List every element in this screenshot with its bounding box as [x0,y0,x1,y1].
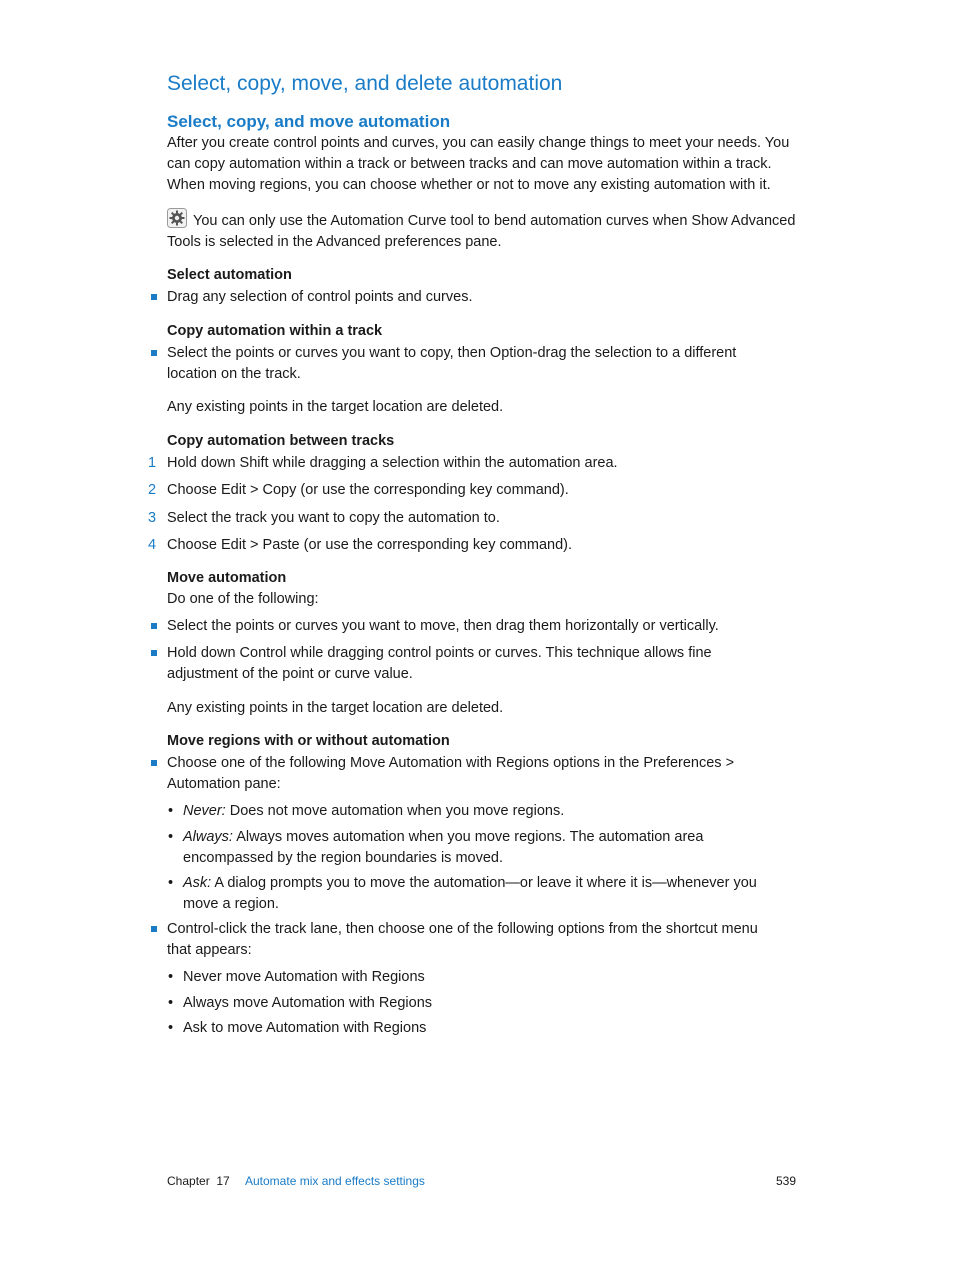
sub-bullet-marker: • [168,803,174,819]
step-text: Choose Edit > Paste (or use the corresponding key command). [167,537,573,553]
step-number: 2 [147,482,157,498]
sub-bullet-marker: • [168,829,174,845]
option-text: Always moves automation when you move regions. The automation area encompassed by the region boundaries is moved. [183,829,704,866]
note-text: You can only use the Automation Curve tool to bend automation curves when Show Advanced Tools is selected in the Advanced preferences pane. [167,213,796,250]
sub-bullet-marker: • [168,1020,174,1036]
heading-copy-between: Copy automation between tracks [167,433,395,449]
step-text: Hold down Shift while dragging a selection within the automation area. [167,455,618,471]
step-text: Select the track you want to copy the automation to. [167,510,500,526]
heading-move-regions: Move regions with or without automation [167,733,450,749]
sub-list-item [183,827,743,869]
option-term: Ask: [183,875,212,891]
heading-select-automation: Select automation [167,267,292,283]
step-number: 1 [147,455,157,471]
list-item: Choose one of the following Move Automation with Regions options in the Preferences > Automation pane: [167,755,735,792]
sub-list-item: Never move Automation with Regions [183,969,425,985]
bullet-marker [151,623,157,629]
sub-list-item: Ask to move Automation with Regions [183,1020,427,1036]
footer-chapter: Chapter 17 [167,1174,230,1188]
list-item: Select the points or curves you want to move, then drag them horizontally or vertically. [167,618,719,634]
sub-list-item [183,801,783,822]
subsection-title: Select, copy, and move automation [167,112,451,131]
sub-bullet-marker: • [168,969,174,985]
option-term: Always: [183,829,233,845]
sub-bullet-marker: • [168,875,174,891]
step-text: Choose Edit > Copy (or use the corresponding key command). [167,482,569,498]
note-paragraph: Any existing points in the target location are deleted. [167,700,504,716]
lead-paragraph: Do one of the following: [167,591,319,607]
heading-move-automation: Move automation [167,570,287,586]
step-number: 3 [147,510,157,526]
option-text: Does not move automation when you move regions. [225,803,565,819]
footer-chapter-link[interactable]: Automate mix and effects settings [245,1174,425,1188]
sub-list-item [183,873,783,915]
section-title: Select, copy, move, and delete automation [167,72,563,95]
sub-bullet-marker: • [168,995,174,1011]
bullet-marker [151,926,157,932]
list-item: Select the points or curves you want to copy, then Option-drag the selection to a different location on the track. [167,345,737,382]
option-text: A dialog prompts you to move the automation—or leave it where it is—whenever you move a region. [183,875,757,912]
intro-paragraph: After you create control points and curves, you can easily change things to meet your needs. You can copy automation within a track or between tracks and can move automation within a track. When moving regions, you can choose whether or not to move any existing automation with it. [167,135,790,193]
bullet-marker [151,294,157,300]
heading-copy-within: Copy automation within a track [167,323,383,339]
step-number: 4 [147,537,157,553]
sub-list-item: Always move Automation with Regions [183,995,433,1011]
page-number: 539 [776,1174,797,1188]
option-term: Never: [183,803,226,819]
note-paragraph: Any existing points in the target location are deleted. [167,399,504,415]
bullet-marker [151,650,157,656]
list-item: Control-click the track lane, then choose one of the following options from the shortcut menu that appears: [167,921,758,958]
bullet-marker [151,760,157,766]
list-item: Drag any selection of control points and curves. [167,289,473,305]
bullet-marker [151,350,157,356]
list-item: Hold down Control while dragging control points or curves. This technique allows fine adjustment of the point or curve value. [167,645,712,682]
